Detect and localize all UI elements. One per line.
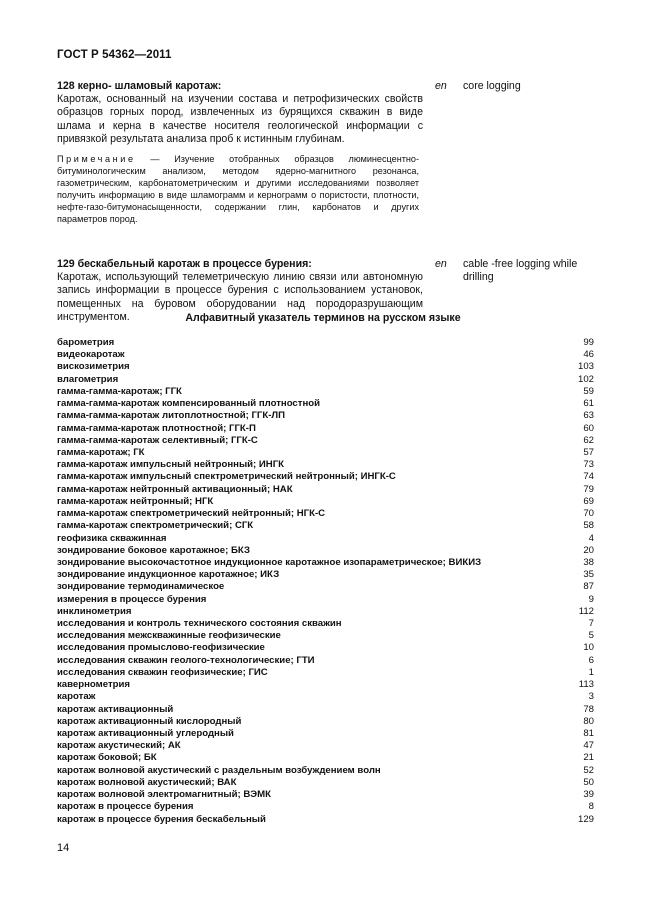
index-term: инклинометрия — [57, 605, 132, 617]
term-entry-128 — [57, 80, 582, 146]
index-page-number: 81 — [583, 728, 594, 739]
index-term: каротаж в процессе бурения бескабельный — [57, 813, 266, 825]
index-page-number: 58 — [583, 520, 594, 532]
index-entry — [57, 801, 594, 813]
index-entry — [57, 533, 594, 545]
index-page-number: 21 — [583, 752, 594, 764]
index-entry — [57, 716, 594, 728]
index-page-number: 60 — [583, 422, 594, 434]
note-label: Примечание — [57, 154, 136, 164]
index-page-number: 103 — [577, 361, 594, 373]
page-number: 14 — [57, 842, 70, 854]
index-entry — [57, 630, 594, 642]
index-term: каротаж боковой; БК — [57, 752, 157, 764]
index-entry — [57, 814, 594, 826]
index-page-number: 5 — [588, 630, 594, 642]
index-term: каротаж волновой акустический; ВАК — [57, 776, 237, 788]
index-entry — [57, 459, 594, 471]
index-term: гамма-каротаж импульсный нейтронный; ИНГК — [57, 459, 285, 471]
index-entry — [57, 594, 594, 606]
index-entry — [57, 520, 594, 532]
index-entry — [57, 777, 594, 789]
term-note — [57, 153, 419, 226]
index-page-number: 3 — [588, 691, 594, 703]
index-page-number: 10 — [583, 642, 594, 654]
index-term: зондирование высокочастотное индукционное каротажное изопараметрическое; ВИКИЗ — [57, 556, 482, 568]
index-entry — [57, 704, 594, 716]
language-code: en — [435, 80, 447, 92]
index-term: каротаж волновой электромагнитный; ВЭМК — [57, 789, 271, 801]
index-entry — [57, 398, 594, 410]
index-term: исследования межскважинные геофизические — [57, 630, 281, 642]
index-page-number: 35 — [583, 569, 594, 581]
index-entry — [57, 447, 594, 459]
index-entry — [57, 752, 594, 764]
index-term: исследования и контроль технического состояния скважин — [57, 618, 342, 630]
index-entry — [57, 618, 594, 630]
language-code: en — [435, 258, 447, 270]
index-page-number: 112 — [578, 605, 594, 617]
index-entry — [57, 337, 594, 349]
index-term: каротаж активационный кислородный — [57, 715, 242, 727]
index-term: гамма-гамма-каротаж; ГГК — [57, 385, 182, 397]
index-term: исследования скважин геолого-технологические; ГТИ — [57, 654, 315, 666]
index-page-number: 7 — [588, 618, 594, 630]
index-page-number: 99 — [583, 337, 594, 348]
index-term: влагометрия — [57, 373, 119, 385]
index-page-number: 47 — [583, 740, 594, 752]
english-equivalent: core logging — [463, 80, 521, 92]
index-title: Алфавитный указатель терминов на русском языке — [185, 312, 461, 324]
index-page-number: 70 — [583, 508, 594, 520]
index-entry — [57, 789, 594, 801]
index-page-number: 79 — [583, 483, 594, 495]
index-entry — [57, 728, 594, 740]
index-page-number: 52 — [583, 764, 594, 776]
index-term: каротаж активационный — [57, 703, 174, 715]
index-term: гамма-гамма-каротаж селективный; ГГК-С — [57, 434, 258, 446]
index-term: геофизика скважинная — [57, 532, 167, 544]
index-term: исследования промыслово-геофизические — [57, 642, 265, 654]
index-page-number: 78 — [583, 703, 594, 715]
index-entry — [57, 642, 594, 654]
index-page-number: 129 — [577, 813, 594, 825]
index-entry — [57, 581, 594, 593]
index-term: гамма-каротаж импульсный спектрометрический нейтронный; ИНГК-С — [57, 471, 396, 483]
index-term: барометрия — [57, 337, 115, 348]
index-page-number: 38 — [583, 556, 594, 568]
index-page-number: 50 — [583, 776, 594, 788]
index-entry — [57, 386, 594, 398]
index-term: гамма-каротаж спектрометрический нейтронный; НГК-С — [57, 508, 326, 520]
index-term: гамма-каротаж нейтронный; НГК — [57, 495, 214, 507]
index-term: гамма-гамма-каротаж литоплотностной; ГГК-ЛП — [57, 410, 286, 422]
term-definition: Каротаж, основанный на изучении состава и петрофизических свойств образцов горных пород, извлеченных из бурящихся скважин в виде шлама и керна в качестве носителя геологической информации с привязкой результата анализа проб к истинным глубинам. — [57, 93, 423, 145]
index-entry — [57, 691, 594, 703]
document-header: ГОСТ Р 54362—2011 — [57, 49, 172, 61]
index-entry — [57, 496, 594, 508]
index-page-number: 46 — [583, 349, 594, 361]
index-term: видеокаротаж — [57, 349, 125, 361]
index-page-number: 73 — [583, 459, 594, 471]
alphabetical-index — [57, 337, 594, 826]
index-entry — [57, 410, 594, 422]
term-title: 128 керно- шламовый каротаж: — [57, 80, 222, 92]
index-entry — [57, 545, 594, 557]
index-page-number: 61 — [583, 398, 594, 410]
index-term: кавернометрия — [57, 679, 130, 691]
index-entry — [57, 374, 594, 386]
index-term: каротаж волновой акустический с раздельным возбуждением волн — [57, 764, 381, 776]
index-entry — [57, 740, 594, 752]
index-page-number: 87 — [583, 581, 594, 593]
index-page-number: 39 — [583, 789, 594, 801]
index-entry — [57, 435, 594, 447]
index-entry — [57, 423, 594, 435]
index-term: гамма-гамма-каротаж плотностной; ГГК-П — [57, 422, 256, 434]
index-page-number: 63 — [583, 410, 594, 422]
index-entry — [57, 349, 594, 361]
index-term: вискозиметрия — [57, 361, 130, 373]
index-term: измерения в процессе бурения — [57, 593, 207, 605]
index-entry — [57, 557, 594, 569]
index-term: каротаж активационный углеродный — [57, 728, 234, 739]
index-entry — [57, 471, 594, 483]
index-term: зондирование термодинамическое — [57, 581, 225, 593]
index-entry — [57, 569, 594, 581]
index-page-number: 57 — [583, 446, 594, 458]
index-page-number: 113 — [578, 679, 594, 691]
index-page-number: 6 — [588, 654, 594, 666]
index-term: каротаж — [57, 691, 96, 703]
index-page-number: 74 — [583, 471, 594, 483]
index-entry — [57, 606, 594, 618]
index-page-number: 20 — [583, 544, 594, 556]
index-term: гамма-гамма-каротаж компенсированный плотностной — [57, 398, 321, 410]
index-page-number: 59 — [583, 385, 594, 397]
index-term: зондирование боковое каротажное; БКЗ — [57, 544, 251, 556]
term-title: 129 бескабельный каротаж в процессе бурения: — [57, 258, 312, 270]
index-page-number: 4 — [588, 532, 594, 544]
term-definition: Каротаж, использующий телеметрическую линию связи или автономную запись информации в процессе бурения с использованием установок, помещенных на буровом оборудовании над породоразрушающим инструментом. — [57, 271, 423, 323]
index-page-number: 9 — [588, 593, 594, 605]
english-equivalent: cable -free logging while drilling — [463, 258, 578, 284]
index-term: каротаж акустический; АК — [57, 740, 181, 752]
note-text: — Изучение отобранных образцов люминесцентно-битуминологическим анализом, методом ядерно-магнитного резонанса, газометрическим, карбонатометрическим и другими исследованиями позволяет получить информацию в виде шламограмм и кернограмм о пористости, плотности, нефте-газо-битумонасыщенности, содержании глин, карбонатов и других параметров пород. — [57, 154, 419, 225]
index-term: гамма-каротаж нейтронный активационный; НАК — [57, 483, 293, 495]
index-entry — [57, 667, 594, 679]
index-entry — [57, 765, 594, 777]
index-entry — [57, 655, 594, 667]
index-page-number: 102 — [577, 373, 594, 385]
index-page-number: 1 — [588, 666, 594, 678]
index-page-number: 8 — [588, 801, 594, 813]
index-entry — [57, 508, 594, 520]
index-term: исследования скважин геофизические; ГИС — [57, 666, 268, 678]
index-page-number: 80 — [583, 715, 594, 727]
index-page-number: 62 — [583, 434, 594, 446]
index-entry — [57, 484, 594, 496]
index-term: каротаж в процессе бурения — [57, 801, 194, 813]
index-term: гамма-каротаж; ГК — [57, 446, 145, 458]
index-term: зондирование индукционное каротажное; ИКЗ — [57, 569, 280, 581]
index-entry — [57, 361, 594, 373]
index-entry — [57, 679, 594, 691]
index-term: гамма-каротаж спектрометрический; СГК — [57, 520, 254, 532]
index-page-number: 69 — [583, 495, 594, 507]
